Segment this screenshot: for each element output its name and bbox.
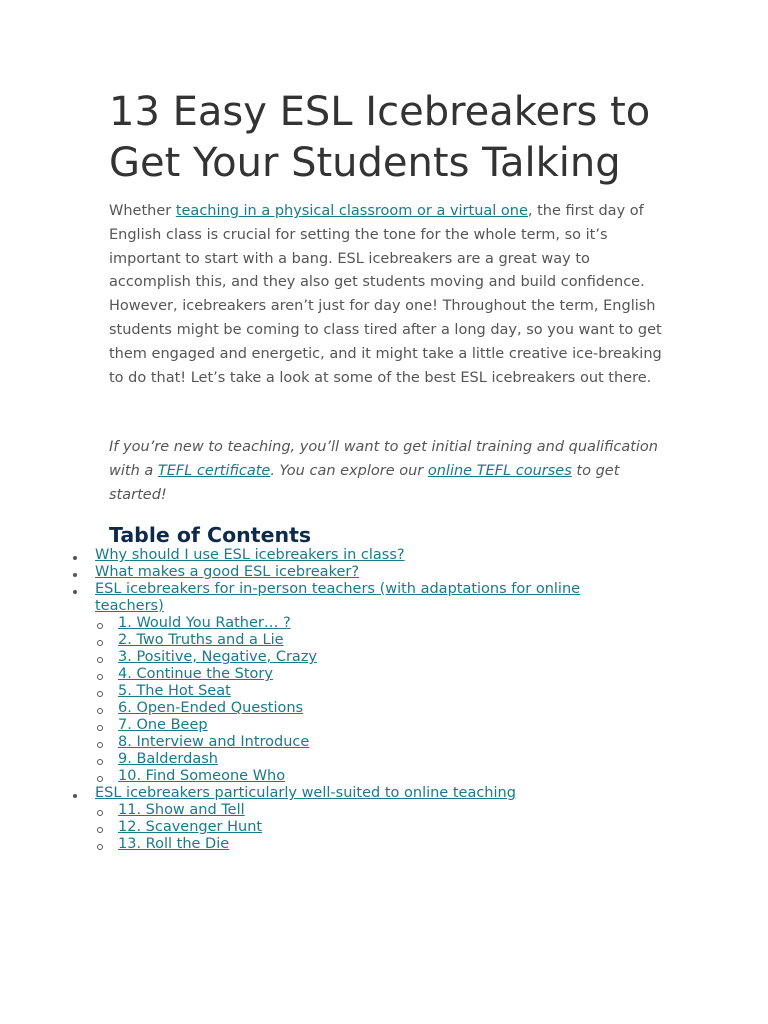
toc-link-12[interactable]: 12. Scavenger Hunt xyxy=(118,819,263,835)
circle-bullet-icon xyxy=(97,827,103,833)
toc-link-1[interactable]: 1. Would You Rather… ? xyxy=(118,615,291,631)
intro-text-start: Whether xyxy=(109,203,176,219)
circle-bullet-icon xyxy=(97,708,103,714)
circle-bullet-icon xyxy=(97,725,103,731)
circle-bullet-icon xyxy=(97,674,103,680)
note-text-2: . You can explore our xyxy=(270,462,428,479)
toc-subitem xyxy=(66,819,686,836)
toc-link-6[interactable]: 6. Open-Ended Questions xyxy=(118,700,304,716)
article-title: 13 Easy ESL Icebreakers to Get Your Students Talking xyxy=(109,89,651,186)
toc-subitem xyxy=(66,734,686,751)
toc-subitem xyxy=(66,615,686,632)
toc-link-why-use-icebreakers[interactable]: Why should I use ESL icebreakers in class? xyxy=(95,547,405,563)
tefl-note xyxy=(109,436,669,507)
toc-link-8[interactable]: 8. Interview and Introduce xyxy=(118,734,310,750)
online-tefl-courses-link[interactable]: online TEFL courses xyxy=(427,462,572,479)
circle-bullet-icon xyxy=(97,810,103,816)
bullet-icon xyxy=(73,590,77,594)
table-of-contents xyxy=(66,547,686,853)
circle-bullet-icon xyxy=(97,640,103,646)
circle-bullet-icon xyxy=(97,844,103,850)
note-text-3: to get started! xyxy=(109,462,620,503)
toc-link-7[interactable]: 7. One Beep xyxy=(118,717,208,733)
toc-link-9[interactable]: 9. Balderdash xyxy=(118,751,218,767)
toc-link-4[interactable]: 4. Continue the Story xyxy=(118,666,273,682)
toc-subitem xyxy=(66,649,686,666)
toc-heading: Table of Contents xyxy=(109,523,312,547)
toc-subitem xyxy=(66,666,686,683)
toc-link-13[interactable]: 13. Roll the Die xyxy=(118,836,230,852)
toc-subitem xyxy=(66,700,686,717)
toc-item xyxy=(66,564,635,581)
toc-subitem xyxy=(66,683,686,700)
toc-subitem xyxy=(66,836,686,853)
toc-subitem xyxy=(66,768,686,785)
tefl-certificate-link[interactable]: TEFL certificate xyxy=(157,462,271,479)
toc-subitem xyxy=(66,632,686,649)
toc-link-3[interactable]: 3. Positive, Negative, Crazy xyxy=(118,649,318,665)
toc-link-good-icebreaker[interactable]: What makes a good ESL icebreaker? xyxy=(95,564,360,580)
bullet-icon xyxy=(73,794,77,798)
circle-bullet-icon xyxy=(97,759,103,765)
toc-subitem xyxy=(66,717,686,734)
toc-link-10[interactable]: 10. Find Someone Who xyxy=(118,768,286,784)
classroom-virtual-link[interactable]: teaching in a physical classroom or a virtual one xyxy=(175,203,528,219)
circle-bullet-icon xyxy=(97,657,103,663)
toc-item xyxy=(66,785,635,802)
toc-subitem xyxy=(66,802,686,819)
intro-paragraph xyxy=(109,200,669,390)
note-text-1: If you’re new to teaching, you’ll want to get initial training and qualification with a xyxy=(109,439,658,479)
bullet-icon xyxy=(73,556,77,560)
toc-link-online-icebreakers[interactable]: ESL icebreakers particularly well-suited to online teaching xyxy=(95,785,516,801)
intro-text-rest: , the first day of English class is crucial for setting the tone for the whole term, so it’s important to start with a bang. ESL icebreakers are a great way to accomplish this, and they also get students moving and build confidence. However, icebreakers aren’t just for day one! Throughout the term, English students might be coming to class tired after a long day, so you want to get them engaged and energetic, and it might take a little creative ice-breaking to do that! Let’s take a look at some of the best ESL icebreakers out there. xyxy=(109,203,662,386)
toc-item xyxy=(66,547,635,564)
toc-link-11[interactable]: 11. Show and Tell xyxy=(118,802,245,818)
circle-bullet-icon xyxy=(97,623,103,629)
toc-item xyxy=(66,581,635,615)
toc-link-2[interactable]: 2. Two Truths and a Lie xyxy=(118,632,284,648)
toc-link-in-person-icebreakers[interactable]: ESL icebreakers for in-person teachers (with adaptations for online teachers) xyxy=(95,581,581,614)
circle-bullet-icon xyxy=(97,742,103,748)
toc-link-5[interactable]: 5. The Hot Seat xyxy=(118,683,231,699)
circle-bullet-icon xyxy=(97,691,103,697)
bullet-icon xyxy=(73,573,77,577)
circle-bullet-icon xyxy=(97,776,103,782)
toc-subitem xyxy=(66,751,686,768)
